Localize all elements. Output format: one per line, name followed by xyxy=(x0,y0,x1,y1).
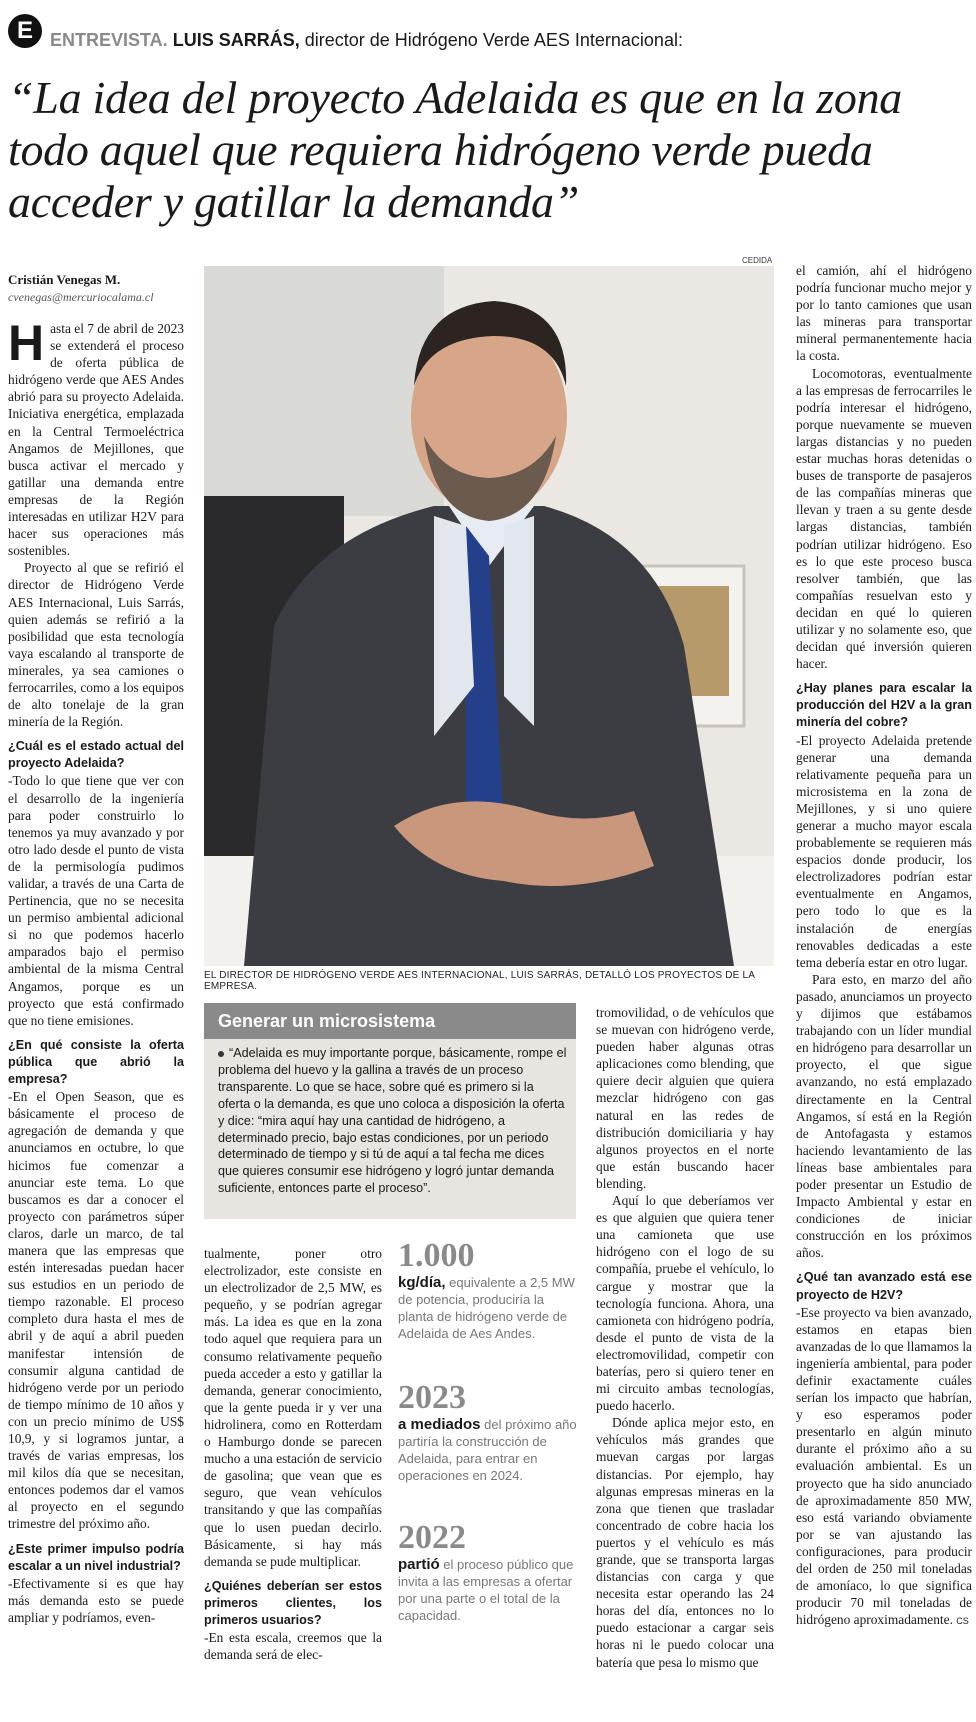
paragraph: Dónde aplica mejor esto, en vehículos más grandes que muevan cargas por largas distancias. Por ejemplo, hay algunas empresas mineras en la zona que tienen que trasladar concentrado de cobre hacia los puertos y el vehículo es más grande, que se transporta largas distancias con carga y que necesita estar operando las 24 horas del día, entonces no lo puedo estacionar a cargar seis horas ni le puedo colocar una batería que pesa lo mismo que xyxy=(596,1415,774,1670)
kicker-section: ENTREVISTA. xyxy=(50,30,168,50)
answer: -En esta escala, creemos que la demanda será de elec- xyxy=(204,1630,382,1663)
byline-author: Cristián Venegas M. xyxy=(8,272,121,287)
paragraph: Aquí lo que deberíamos ver es que alguien que quiera tener una camioneta que use hidrógeno con el logo de su compañía, pruebe el vehículo, lo cargue y mostrar que la tecnología funciona. Ahora, una camioneta con hidrógeno podría, desde el punto de vista de la electromovilidad, competir con baterías, pero si quiero tener en mi circuito ambas tecnologías, puedo hacerlo. xyxy=(596,1193,774,1414)
paragraph: Para esto, en marzo del año pasado, anunciamos un proyecto y dijimos que estábamos trabajando con un líder mundial en hidrógeno para desarrollar un proyecto, el que sigue avanzando, no está emplazado directamente en la Central Angamos, sí está en la Región de Antofagasta y estamos haciendo levantamiento de las líneas base ambientales para poder presentar un Estudio de Impacto Ambiental y estar en condiciones de iniciar construcción en los próximos años. xyxy=(796,971,972,1261)
dropcap: H xyxy=(8,315,45,371)
question: ¿Qué tan avanzado está ese proyecto de H2V? xyxy=(796,1270,972,1302)
column-2 xyxy=(204,1245,382,1663)
stat-text: partió el proceso público que invita a las empresas a ofertar por una parte o el total de la capacidad. xyxy=(398,1556,574,1623)
answer: -Todo lo que tiene que ver con el desarrollo de la ingeniería para poder construirlo lo tenemos ya muy avanzado y por otro lado desde el punto de vista de la permisología pudimos validar, a través de una Carta de Pertinencia, que no se necesita un permiso ambiental adicional si no que podemos hacerlo amparados bajo el permiso ambiental de la misma Central Angamos, porque es un proyecto que está confirmado que no tiene emisiones. xyxy=(8,773,184,1028)
photo-credit: CEDIDA xyxy=(742,256,773,265)
stat-number: 1.000 xyxy=(398,1237,475,1274)
bullet-icon xyxy=(218,1051,224,1057)
question: ¿Cuál es el estado actual del proyecto Adelaida? xyxy=(8,739,184,771)
answer: -Efectivamente si es que hay más demanda esto se puede ampliar y podríamos, even- xyxy=(8,1575,184,1625)
photo-caption: EL DIRECTOR DE HIDRÓGENO VERDE AES INTERNACIONAL, LUIS SARRÁS, DETALLÓ LOS PROYECTOS DE LA EMPRESA. xyxy=(204,970,755,992)
question: ¿En qué consiste la oferta pública que abrió la empresa? xyxy=(8,1037,184,1087)
column-4 xyxy=(796,262,972,1630)
box-title: Generar un microsistema xyxy=(204,1003,576,1039)
stat-block xyxy=(398,1238,578,1342)
kicker xyxy=(50,30,683,51)
interview-photo xyxy=(204,266,774,966)
question: ¿Hay planes para escalar la producción del H2V a la gran minería del cobre? xyxy=(796,681,972,730)
column-1 xyxy=(8,315,184,1626)
kicker-role: director de Hidrógeno Verde AES Internacional: xyxy=(299,30,683,50)
stat-number: 2023 xyxy=(398,1379,466,1416)
paragraph: el camión, ahí el hidrógeno podría funcionar mucho mejor y por lo tanto camiones que usan las mineras para transportar mineral permanentemente hacia la costa. xyxy=(796,263,972,364)
stat-block xyxy=(398,1380,578,1484)
question: ¿Quiénes deberían ser estos primeros clientes, los primeros usuarios? xyxy=(204,1578,382,1627)
headline: “La idea del proyecto Adelaida es que en la zona todo aquel que requiera hidrógeno verde pueda acceder y gatillar la demanda” xyxy=(8,72,902,227)
stat-text: a mediados del próximo año partiría la construcción de Adelaida, para entrar en operaciones en 2024. xyxy=(398,1416,577,1483)
stat-block xyxy=(398,1520,578,1624)
paragraph: tromovilidad, o de vehículos que se muevan con hidrógeno verde, pueden haber algunas otras aplicaciones como blending, que quiere decir alguien que quiera mezclar hidrógeno con gas natural en las redes de distribución domiciliaria y hay algunos proyectos en el norte que están buscando hacer blending. xyxy=(596,1005,774,1191)
stat-text: kg/día, equivalente a 2,5 MW de potencia, produciría la planta de hidrógeno verde de Adelaida de Aes Andes. xyxy=(398,1274,575,1341)
byline-email[interactable]: cvenegas@mercuriocalama.cl xyxy=(8,290,154,304)
end-mark: CS xyxy=(956,1616,969,1627)
column-3 xyxy=(596,1004,774,1671)
kicker-name: LUIS SARRÁS, xyxy=(172,30,300,50)
question: ¿Este primer impulso podría escalar a un nivel industrial? xyxy=(8,1541,184,1573)
paragraph: Proyecto al que se refirió el director de Hidrógeno Verde AES Internacional, Luis Sarrás, quien además se refirió a la posibilidad que esta tecnología vaya escalando al transporte de minerales, ya sea camiones o ferrocarriles, como a los equipos de alto tonelaje de la gran minería de la Región. xyxy=(8,560,184,730)
portrait-image xyxy=(204,266,774,966)
answer: -El proyecto Adelaida pretende generar una demanda relativamente pequeña para un microsistema en la zona de Mejillones, y si uno quiere generar a mucho mayor escala probablemente se requieren más espacios donde producir, los electrolizadores podrían estar eventualmente en Angamos, pero todo lo que es la instalación de energías renovables dedicadas a este tema debería estar en otro lugar. xyxy=(796,732,972,970)
paragraph: Locomotoras, eventualmente a las empresas de ferrocarriles le podría interesar el hidrógeno, porque nuevamente se mueven largas distancias y no pueden estar muchas horas detenidas o buses de transporte de pasajeros de las compañías mineras que llevan y traen a su gente desde largas distancias, también podrían utilizar hidrógeno. Eso es lo que este proceso busca resolver también, que las compañías resuelvan esto y decidan en qué lo quieren utilizar y no solamente eso, que decidan qué inversión quieren hacer. xyxy=(796,365,972,672)
answer: -Ese proyecto va bien avanzado, estamos en etapas bien avanzadas de lo que llamamos la ingeniería ambiental, para poder definir exactamente cuáles serían los impacto que habrían, y eso esperamos poder presentarlo en algún minuto durante el próximo año a su evaluación ambiental. Es un proyecto que ha sido anunciado de aproximadamente 850 MW, eso está variando obviamente por se van ajustando las configuraciones, para producir del orden de 250 mil toneladas de amoníaco, lo que significa producir 70 mil toneladas de hidrógeno aproximadamente. CS xyxy=(796,1304,972,1628)
answer: tualmente, poner otro electrolizador, este consiste en un electrolizador de 2,5 MW, es pequeño, y se podrían agregar más. La idea es que en la zona todo aquel que requiera para un consumo relativamente pequeño pueda acceder a esto y gatillar la demanda, generar conocimiento, que la gente pueda ir y ver una hidrolinera, como en Rotterdam o Hamburgo donde se parecen mucho a una estación de servicio de gasolina; que vean que es seguro, que vean vehículos transitando y que las compañías que lo usen puedan decirlo. Básicamente, si hay más demanda se pude multiplicar. xyxy=(204,1246,382,1569)
box-text: “Adelaida es muy importante porque, básicamente, rompe el problema del huevo y la gallina a través de un proceso transparente. Lo que se hace, sobre qué es primero si la oferta o la demanda, es que uno coloca a disposición la oferta y dice: “mira aquí hay una cantidad de hidrógeno, a determinado precio, bajo estas condiciones, por un periodo determinado de tiempo y si tú de aquí a tal fecha me dices que quieres consumir ese hidrógeno y logró juntar demanda suficiente, entonces parte el proceso”. xyxy=(218,1046,567,1196)
answer: -En el Open Season, que es básicamente el proceso de agregación de demanda y que anunciamos en octubre, lo que hicimos fue comenzar a anunciar este tema. Lo que buscamos es dar a conocer el proyecto con parámetros súper claros, darle un marco, de tal manera que las empresas que estén interesadas puedan hacer sus estudios en un periodo de tiempo razonable. El proceso completo dura hasta el mes de abril y de aquí a abril pueden manifestar intensión de consumir alguna cantidad de hidrógeno verde por un periodo de tiempo mínimo de 10 años y con un precio mínimo de US$ 10,9, y si logramos juntar, a través de varias empresas, los mil kilos día que se necesitan, entonces podemos dar el vamos al proyecto en el segundo trimestre del próximo año. xyxy=(8,1089,184,1532)
section-badge: E xyxy=(8,14,42,48)
paragraph: Hasta el 7 de abril de 2023 se extenderá el proceso de oferta pública de hidrógeno verde que AES Andes abrió para su proyecto Adelaida. Iniciativa energética, emplazada en la Central Termoeléctrica Angamos de Mejillones, que busca activar el mercado y gatillar una demanda entre empresas de la Región interesadas en utilizar H2V para hacer sus operaciones más sostenibles. xyxy=(8,315,184,559)
stat-number: 2022 xyxy=(398,1519,466,1556)
